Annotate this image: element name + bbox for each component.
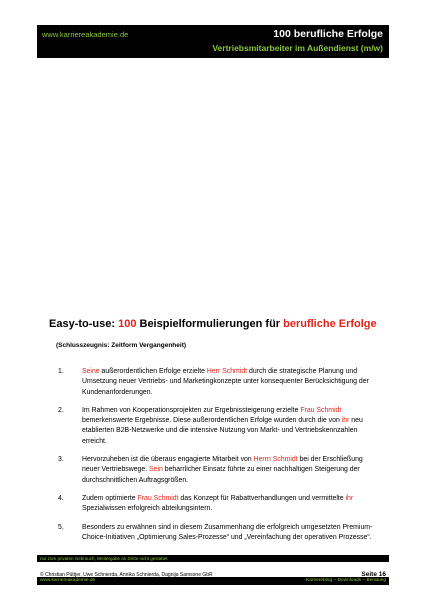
example-list [58, 367, 374, 551]
highlighted-text: Herr Schmidt [206, 368, 248, 375]
highlighted-text: Herrn Schmidt [253, 456, 298, 464]
list-item-text [82, 456, 363, 484]
text-segment: durch die strategische Planung und Umsetzung neuer Vertriebs- und Marketingkonzepte unter konsequenter Berücksichtigung der Kundenanforderungen. [82, 368, 369, 396]
list-item-number: 3. [58, 456, 64, 464]
text-segment: Besonders zu erwähnen sind in diesem Zusammenhang die erfolgreich umgesetzten Premium-Choice-Initiativen „Optimierung Sales-Prozesse“ und „Vereinfachung der operativen Prozesse“. [82, 523, 373, 541]
highlighted-text: Seine [82, 368, 100, 375]
highlighted-text: ihr [341, 417, 350, 425]
section-heading [49, 318, 377, 330]
heading-number: 100 [118, 318, 137, 330]
section-subheading: (Schlusszeugnis: Zeitform Vergangenheit) [56, 342, 187, 349]
list-item-number: 1. [58, 368, 64, 375]
text-segment: bemerkenswerte Ergebnisse. Diese außerordentlichen Erfolge wurden durch die von [82, 417, 342, 425]
page-header [37, 25, 389, 58]
list-item-number: 4. [58, 494, 64, 502]
header-title: 100 berufliche Erfolge [273, 28, 383, 40]
highlighted-text: Frau Schmidt [137, 494, 179, 502]
text-segment: Zudem optimierte [82, 494, 138, 502]
footer-copyright: © Christian Püttjer, Uwe Schnierda, Annika Schnierda, Dagnija Samsone GbR [40, 572, 213, 578]
highlighted-text: Sein [149, 466, 163, 474]
text-segment: beharrlicher Einsatz führte zu einer nachhaltigen Steigerung der durchschnittlichen Auftragsgrößen. [82, 466, 360, 484]
text-segment: Im Rahmen von Kooperationsprojekten zur Ergebnissteigerung erzielte [82, 406, 301, 414]
text-segment: bei der Erschließung neuer Vertriebswege. [82, 456, 363, 474]
text-segment: außerordentlichen Erfolge erzielte [99, 368, 207, 375]
list-item [58, 523, 374, 544]
list-item [58, 406, 374, 447]
heading-part3: berufliche Erfolge [283, 318, 377, 330]
page-number: Seite 16 [361, 571, 386, 578]
list-item-number: 2. [58, 406, 64, 414]
highlighted-text: Frau Schmidt [300, 406, 342, 414]
footer-links[interactable]: Karriereblog – Downloads – Beratung [306, 578, 386, 583]
highlighted-text: ihr [345, 494, 354, 502]
text-segment: das Konzept für Rabattverhandlungen und vermittelte [178, 494, 346, 502]
text-segment: Hervorzuheben ist die überaus engagierte Mitarbeit von [82, 456, 254, 464]
heading-part1: Easy-to-use: [49, 318, 119, 330]
footer-info-bar [37, 562, 389, 577]
header-url[interactable]: www.karriereakademie.de [42, 30, 129, 39]
list-item [58, 455, 374, 486]
list-item-text [82, 368, 369, 396]
text-segment: neu etablierten B2B-Netzwerke und die intensive Nutzung von Markt- und Vertriebskennzahlen erreicht. [82, 417, 363, 445]
list-item [58, 494, 374, 515]
list-item-number: 5. [58, 523, 64, 531]
footer-url[interactable]: www.karriereakademie.de [40, 578, 96, 583]
header-subtitle: Vertriebsmitarbeiter im Außendienst (m/w) [212, 43, 383, 53]
list-item [58, 367, 374, 398]
list-item-text [82, 495, 353, 512]
footer-note: nur zum privaten Gebrauch, Weitergabe an Dritte nicht gestattet [40, 556, 168, 561]
heading-part2: Beispielformulierungen für [136, 318, 284, 330]
list-item-text [82, 524, 372, 541]
page-footer [37, 555, 389, 585]
list-item-text [82, 407, 363, 445]
text-segment: Spezialwissen erfolgreich abteilungsintern. [82, 505, 213, 513]
